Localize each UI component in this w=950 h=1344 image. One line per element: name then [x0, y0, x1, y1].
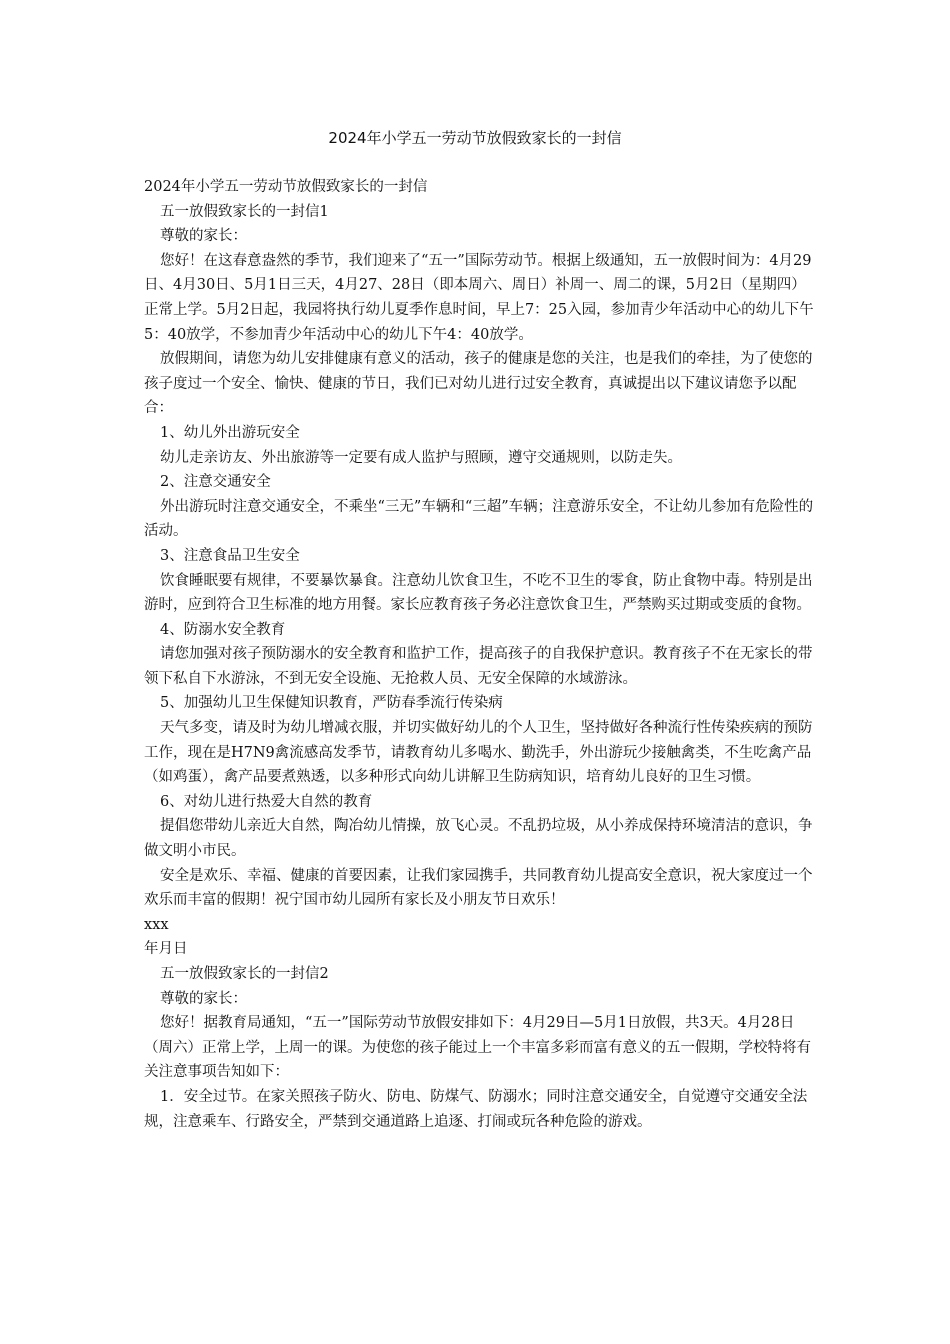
paragraph: 放假期间，请您为幼儿安排健康有意义的活动，孩子的健康是您的关注，也是我们的牵挂，为了使您的孩子度过一个安全、愉快、健康的节日，我们已对幼儿进行过安全教育，真诚提出以下建议请您予以配合：: [144, 351, 813, 417]
paragraph: 幼儿走亲访友、外出旅游等一定要有成人监护与照顾，遵守交通规则，以防走失。: [160, 449, 682, 466]
paragraph: 五一放假致家长的一封信2: [160, 966, 329, 982]
paragraph: 2024年小学五一劳动节放假致家长的一封信: [144, 179, 428, 195]
paragraph: 您好！据教育局通知，“五一”国际劳动节放假安排如下：4月29日—5月1日放假，共3天。4月28日（周六）正常上学，上周一的课。为使您的孩子能过上一个丰富多彩而富有意义的五一假期，学校特将有关注意事项告知如下：: [144, 1015, 811, 1081]
paragraph: 2、注意交通安全: [160, 474, 271, 491]
paragraph: 3、注意食品卫生安全: [160, 547, 300, 564]
paragraph: 1、幼儿外出游玩安全: [160, 424, 300, 441]
document-body: [144, 175, 814, 1134]
paragraph: 五一放假致家长的一封信1: [160, 203, 329, 220]
paragraph: 饮食睡眠要有规律，不要暴饮暴食。注意幼儿饮食卫生，不吃不卫生的零食，防止食物中毒。特别是出游时，应到符合卫生标准的地方用餐。家长应教育孩子务必注意饮食卫生，严禁购买过期或变质的食物。: [144, 572, 813, 614]
paragraph: 年月日: [144, 941, 188, 958]
paragraph: 6、对幼儿进行热爱大自然的教育: [160, 793, 373, 810]
paragraph: 5、加强幼儿卫生保健知识教育，严防春季流行传染病: [160, 695, 503, 712]
paragraph: 外出游玩时注意交通安全，不乘坐“三无”车辆和“三超”车辆；注意游乐安全，不让幼儿参加有危险性的活动。: [144, 498, 814, 540]
paragraph: 1．安全过节。在家关照孩子防火、防电、防煤气、防溺水；同时注意交通安全，自觉遵守交通安全法规，注意乘车、行路安全，严禁到交通道路上追逐、打闹或玩各种危险的游戏。: [144, 1088, 808, 1130]
paragraph: 您好！在这春意盎然的季节，我们迎来了“五一”国际劳动节。根据上级通知，五一放假时间为：4月29日、4月30日、5月1日三天，4月27、28日（即本周六、周日）补周一、周二的课，5月2日（星期四）正常上学。5月2日起，我园将执行幼儿夏季作息时间，早上7：25入园，参加青少年活动中心的幼儿下午5：40放学，不参加青少年活动中心的幼儿下午4：40放学。: [144, 252, 814, 343]
paragraph: 请您加强对孩子预防溺水的安全教育和监护工作，提高孩子的自我保护意识。教育孩子不在无家长的带领下私自下水游泳，不到无安全设施、无抢救人员、无安全保障的水域游泳。: [144, 646, 813, 687]
paragraph: 尊敬的家长：: [160, 990, 247, 1007]
paragraph: 天气多变，请及时为幼儿增减衣服，并切实做好幼儿的个人卫生，坚持做好各种流行性传染疾病的预防工作，现在是H7N9禽流感高发季节，请教育幼儿多喝水、勤洗手，外出游玩少接触禽类，不生吃禽产品（如鸡蛋），禽产品要煮熟透，以多种形式向幼儿讲解卫生防病知识，培育幼儿良好的卫生习惯。: [144, 720, 813, 786]
paragraph: 尊敬的家长：: [160, 228, 247, 245]
paragraph: xxx: [144, 916, 169, 933]
paragraph: 提倡您带幼儿亲近大自然，陶冶幼儿情操，放飞心灵。不乱扔垃圾，从小养成保持环境清洁的意识，争做文明小市民。: [144, 818, 813, 860]
paragraph: 安全是欢乐、幸福、健康的首要因素，让我们家园携手，共同教育幼儿提高安全意识，祝大家度过一个欢乐而丰富的假期！祝宁国市幼儿园所有家长及小朋友节日欢乐！: [144, 867, 813, 909]
paragraph: 4、防溺水安全教育: [160, 621, 286, 638]
document-title: 2024年小学五一劳动节放假致家长的一封信: [328, 129, 622, 147]
